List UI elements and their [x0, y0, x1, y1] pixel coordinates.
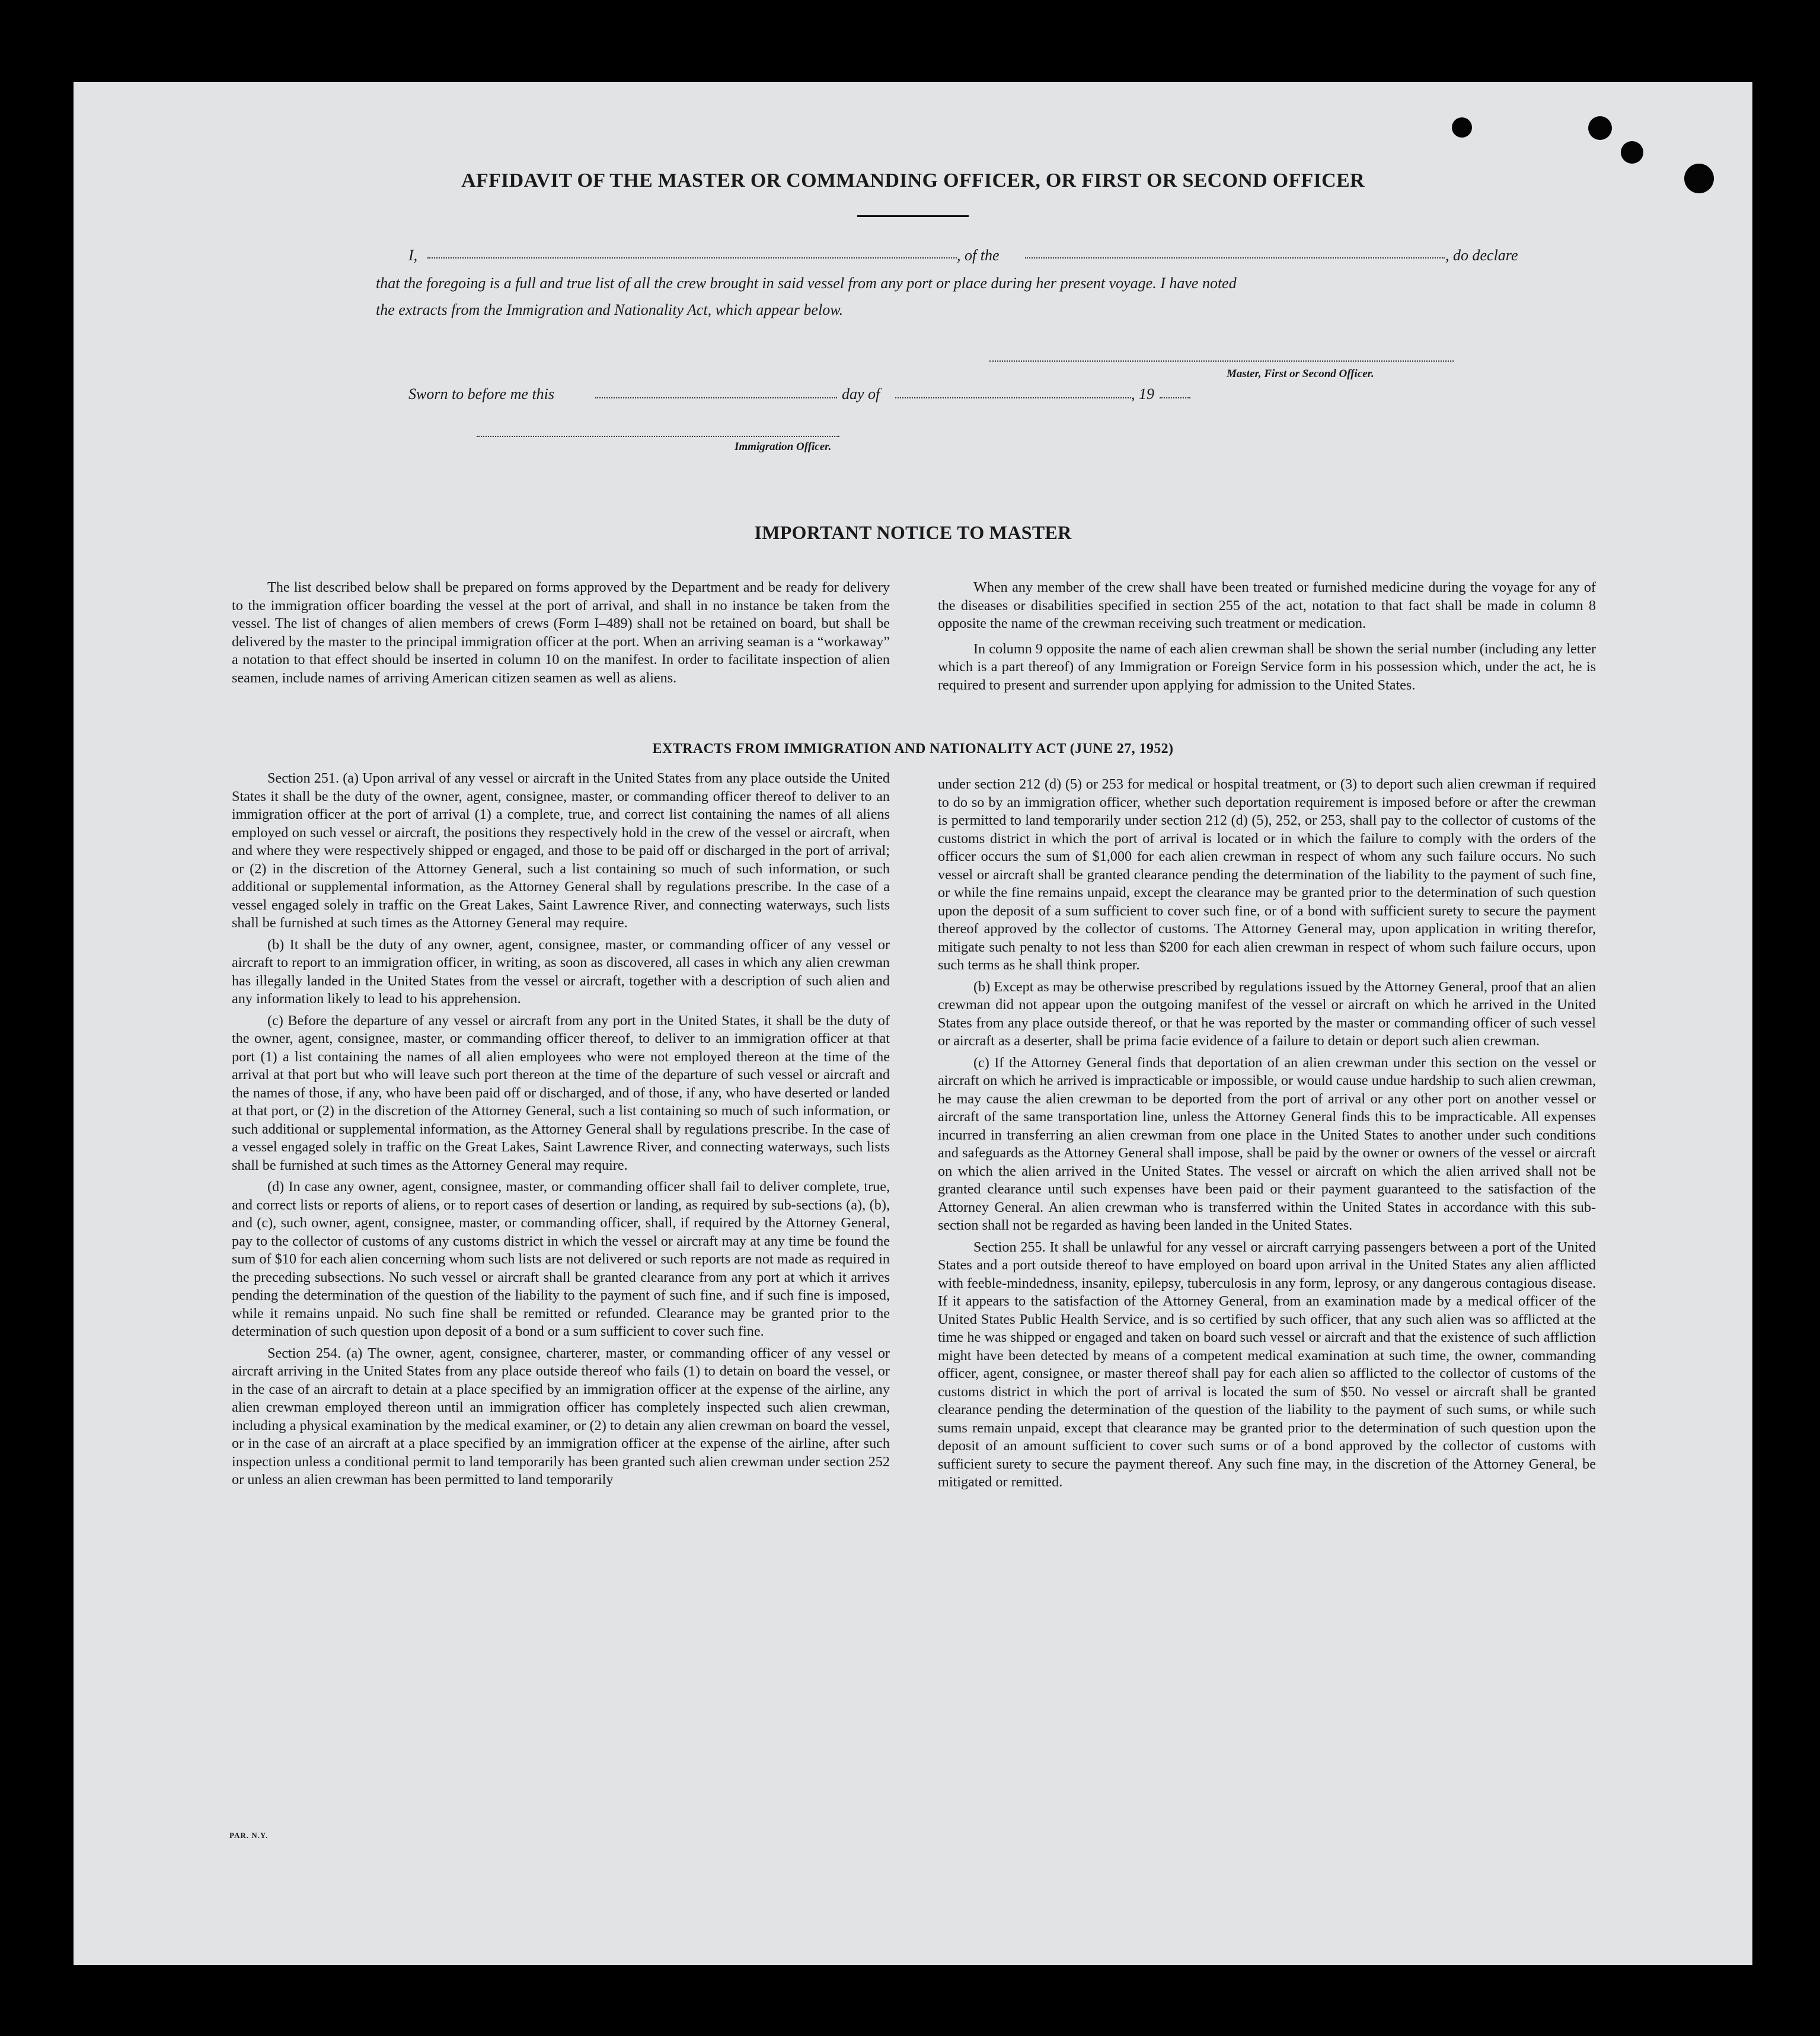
officer-signature-label: Immigration Officer. [735, 441, 832, 453]
affidavit-title: AFFIDAVIT OF THE MASTER OR COMMANDING OFFICER, OR FIRST OR SECOND OFFICER [461, 170, 1365, 192]
notice-paragraph: The list described below shall be prepared on forms approved by the Department and be ready for delivery to the immigration officer boarding the vessel at the port of arrival, and shall in no instance be taken from the vessel. The list of changes of alien members of crews (Form I–489) shall not be retained on board, but shall be delivered by the master to the principal immigration officer at the port. When an arriving seaman is a “workaway” a notation to that effect should be inserted in column 10 on the manifest. In order to facilitate inspection of alien seamen, include names of arriving American citizen seamen as well as aliens. [232, 579, 890, 686]
section-paragraph: (c) If the Attorney General finds that deportation of an alien crewman under this section on the vessel or aircraft on which he arrived is impracticable or impossible, or would cause undue hardship to such alien crewman, he may cause the alien crewman to be deported from the port of arrival or any other port on another vessel or aircraft of the same transportation line, unless the Attorney General finds this to be impracticable. All expenses incurred in transferring an alien crewman from one place in the United States to another under such conditions and safeguards as the Attorney General shall impose, shall be paid by the owner or owners of the vessel or aircraft on which the alien arrived in the United States. The vessel or aircraft on which the alien arrived shall not be granted clearance until such expenses have been paid or their payment guaranteed to the satisfaction of the Attorney General. An alien crewman who is transferred within the United States in accordance with this sub-section shall not be regarded as having been landed in the United States. [938, 1054, 1596, 1233]
punch-hole [1621, 141, 1643, 164]
master-signature-line[interactable] [989, 360, 1454, 362]
affidavit-i-label: I, [408, 247, 418, 264]
extracts-right-column [938, 776, 1596, 1495]
extracts-heading: EXTRACTS FROM IMMIGRATION AND NATIONALITY ACT (JUNE 27, 1952) [652, 741, 1174, 757]
notice-paragraph: In column 9 opposite the name of each alien crewman shall be shown the serial number (including any letter which is a part thereof) of any Immigration or Foreign Service form in his possession which, under the act, he is required to present and surrender upon applying for admission to the United States. [938, 640, 1596, 693]
section-paragraph-continued: under section 212 (d) (5) or 253 for medical or hospital treatment, or (3) to deport such alien crewman if required to do so by an immigration officer, whether such deportation requirement is imposed before or after the crewman is permitted to land temporarily under section 212 (d) (5), 252, or 253, shall pay to the collector of customs of the customs district in which the port of arrival is located or in which the failure to comply with the orders of the officer occurs the sum of $1,000 for each alien crewman in respect of whom any such failure occurs. No such vessel or aircraft shall be granted clearance pending the determination of the liability to the payment of such fine, or while the fine remains unpaid, except the clearance may be granted prior to the determination of such question upon the deposit of a sum sufficient to cover such fine, or of a bond with sufficient surety to secure the payment thereof approved by the collector of customs. The Attorney General may, upon application in writing therefor, mitigate such penalty to not less than $200 for each alien crewman in respect of whom such failure occurs, upon such terms as he shall think proper. [938, 776, 1596, 973]
section-paragraph: Section 255. It shall be unlawful for any vessel or aircraft carrying passengers between a port of the United States and a port outside thereof to have employed on board upon arrival in the United States any alien afflicted with feeble-mindedness, insanity, epilepsy, tuberculosis in any form, leprosy, or any dangerous contagious disease. If it appears to the satisfaction of the Attorney General, from an examination made by a medical officer of the United States Public Health Service, and is so certified by such officer, that any such alien was so afflicted at the time he was shipped or engaged and taken on board such vessel or aircraft and that the existence of such affliction might have been detected by means of a competent medical examination at such time, the owner, commanding officer, agent, consignee, or master thereof shall pay for each alien so afflicted to the collector of customs of the customs district in which the port of arrival is located the sum of $50. No vessel or aircraft shall be granted clearance pending the determination of the question of the liability to the payment of such sums, or while such sums remain unpaid, except that clearance may be granted prior to the determination of such question upon the deposit of an amount sufficient to cover such sums or of a bond approved by the collector of customs with sufficient surety to secure the payment thereof. Any such fine may, in the discretion of the Attorney General, be mitigated or remitted. [938, 1239, 1596, 1490]
master-signature-label: Master, First or Second Officer. [1227, 368, 1374, 380]
section-paragraph: (b) Except as may be otherwise prescribed by regulations issued by the Attorney General, proof that an alien crewman did not appear upon the outgoing manifest of the vessel or aircraft on which he arrived in the United States from any place outside thereof, or that he was reported by the master or commanding officer of such vessel or aircraft as a deserter, shall be prima facie evidence of a failure to detain or deport such alien crewman. [938, 978, 1596, 1049]
title-underline [857, 215, 969, 217]
sworn-label: Sworn to before me this [408, 385, 555, 403]
notice-title: IMPORTANT NOTICE TO MASTER [754, 522, 1072, 543]
sworn-month-field[interactable] [895, 397, 1131, 398]
year-prefix-label: , 19 [1131, 385, 1154, 403]
officer-signature-line[interactable] [477, 436, 839, 437]
section-paragraph: Section 251. (a) Upon arrival of any vessel or aircraft in the United States from any place outside the United States it shall be the duty of the owner, agent, consignee, master, or commanding officer thereof to deliver to an immigration officer at the port of arrival (1) a complete, true, and correct list containing the names of all aliens employed on such vessel or aircraft, the positions they respectively hold in the crew of the vessel or aircraft, when and where they were respectively shipped or engaged, and those to be paid off or discharged in the port of arrival; or (2) in the discretion of the Attorney General, such a list containing so much of such information, or such additional or supplemental information, as the Attorney General shall by regulations prescribe. In the case of a vessel engaged solely in traffic on the Great Lakes, Saint Lawrence River, and connecting waterways, such lists shall be furnished at such times as the Attorney General may require. [232, 770, 890, 931]
day-of-label: day of [842, 385, 880, 403]
affidavit-declare-label: , do declare [1445, 247, 1518, 264]
section-paragraph: (b) It shall be the duty of any owner, agent, consignee, master, or commanding officer of any vessel or aircraft to report to an immigration officer, in writing, as soon as discovered, all cases in which any alien crewman has illegally landed in the United States from the vessel or aircraft, together with a description of such alien and any information likely to lead to his apprehension. [232, 936, 890, 1007]
document-page [74, 82, 1752, 1965]
punch-hole [1452, 117, 1472, 138]
vessel-name-field[interactable] [1025, 257, 1445, 259]
notice-right-column [938, 579, 1596, 698]
sworn-day-field[interactable] [595, 397, 837, 398]
printer-mark: PAR. N.Y. [229, 1831, 269, 1840]
notice-paragraph: When any member of the crew shall have been treated or furnished medicine during the voyage for any of the diseases or disabilities specified in section 255 of the act, notation to that fact shall be made in column 8 opposite the name of the crewman receiving such treatment or medication. [938, 579, 1596, 631]
section-paragraph: (c) Before the departure of any vessel or aircraft from any port in the United States, it shall be the duty of the owner, agent, consignee, master, or commanding officer thereof, to deliver to an immigration officer at that port (1) a list containing the names of all alien employees who were not employed thereon at the time of the arrival at that port but who will leave such port thereon at the time of the departure of such vessel or aircraft and the names of those, if any, who have been paid off or discharged, and of those, if any, who have deserted or landed at that port, or (2) in the discretion of the Attorney General, such a list containing so much of such information, or such additional or supplemental information, as the Attorney General shall by regulations prescribe. In the case of a vessel engaged solely in traffic on the Great Lakes, Saint Lawrence River, and connecting waterways, such lists shall be furnished at such times as the Attorney General may require. [232, 1012, 890, 1173]
section-paragraph: (d) In case any owner, agent, consignee, master, or commanding officer shall fail to deliver complete, true, and correct lists or reports of aliens, or to report cases of desertion or landing, as required by sub-sections (a), (b), and (c), such owner, agent, consignee, master, or commanding officer, shall, if required by the Attorney General, pay to the collector of customs of any customs district in which the vessel or aircraft may at any time be found the sum of $10 for each alien concerning whom such lists are not delivered or such reports are not made as required in the preceding subsections. No such vessel or aircraft shall be granted clearance from any port at which it arrives pending the determination of the question of the liability to the payment of such fine, and if such fine is imposed, while it remains unpaid. No such fine shall be remitted or refunded. Clearance may be granted prior to the determination of such question upon deposit of a bond or a sum sufficient to cover such fine. [232, 1179, 890, 1339]
section-paragraph: Section 254. (a) The owner, agent, consignee, charterer, master, or commanding officer of any vessel or aircraft arriving in the United States from any place outside thereof who fails (1) to detain on board the vessel, or in the case of an aircraft to detain at a place specified by an immigration officer at the expense of the airline, any alien crewman employed thereon until an immigration officer has completely inspected such alien crewman, including a physical examination by the medical examiner, or (2) to detain any alien crewman on board the vessel, or in the case of an aircraft at a place specified by an immigration officer at the expense of the airline, after such inspection unless a conditional permit to land temporarily has been granted such alien crewman under section 252 or unless an alien crewman has been permitted to land temporarily [232, 1345, 890, 1488]
notice-left-column [232, 579, 890, 691]
punch-hole [1588, 116, 1612, 140]
affidavit-of-the-label: , of the [957, 247, 1000, 264]
declarant-name-field[interactable] [427, 257, 957, 259]
affidavit-text-line2: that the foregoing is a full and true list of all the crew brought in said vessel from any port or place during her present voyage. I have noted [376, 275, 1237, 292]
affidavit-text-line3: the extracts from the Immigration and Nationality Act, which appear below. [376, 301, 844, 318]
sworn-year-field[interactable] [1160, 397, 1190, 398]
extracts-left-column [232, 770, 890, 1493]
